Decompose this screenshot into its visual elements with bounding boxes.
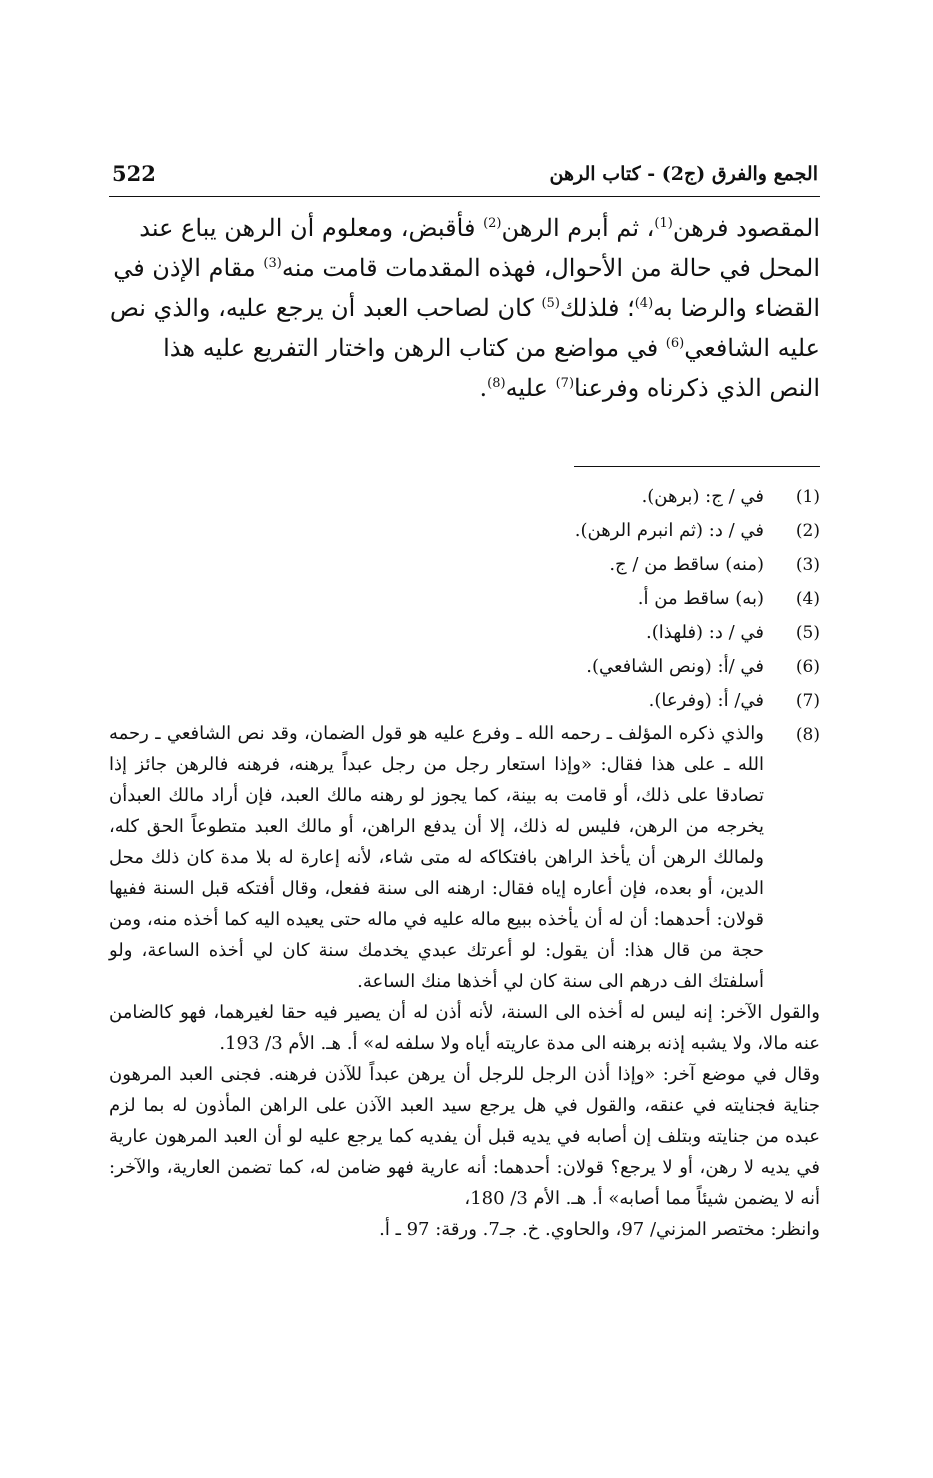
footnote-item xyxy=(109,582,820,616)
page-number: 522 xyxy=(112,161,156,186)
main-text-segment: المقصود فرهن xyxy=(672,214,820,242)
main-text-segment: كان لصاحب العبد أن يرجع عليه، والذي نص عليه الشافعي xyxy=(109,294,820,362)
footnote-marker: (1) xyxy=(654,216,673,231)
footnotes xyxy=(109,480,820,1245)
footnote-marker: (3) xyxy=(263,256,282,271)
footnote-text: (منه) ساقط من / ج. xyxy=(609,554,764,575)
footnote-divider xyxy=(574,466,820,467)
footnote-item xyxy=(109,616,820,650)
footnote-item xyxy=(109,514,820,548)
footnote-marker: (7) xyxy=(555,376,575,391)
footnote-number: (3) xyxy=(795,555,820,575)
footnote-paragraph: وقال في موضع آخر: «وإذا أذن الرجل للرجل أن يرهن عبداً للآذن فرهنه. فجنى العبد المرهون جناية فجنايته في عنقه، والقول في هل يرجع سيد العبد الآذن على الراهن المأذون له بما لزم عبده من جنايته وبتلف إن أصابه في يديه قبل أن يفديه كما يرجع عليه لو أن العبد المرهون عارية في يديه لا رهن، أو لا يرجع؟ قولان: أحدهما: أنه عارية فهو ضامن له، كما تضمن العارية، والآخر: أنه لا يضمن شيئاً مما أصابه» أ. هـ. الأم 3/ 180، xyxy=(109,1064,820,1209)
footnote-number: (5) xyxy=(795,623,820,643)
footnote-text: في / د: (ثم انبرم الرهن). xyxy=(574,520,764,541)
footnote-number: (8) xyxy=(795,725,820,745)
footnote-text-long xyxy=(109,718,776,997)
footnote-text: في / د: (فلهذا). xyxy=(646,622,764,643)
footnote-continuation xyxy=(109,997,820,1245)
footnote-number: (4) xyxy=(795,589,820,609)
footnote-item xyxy=(109,548,820,582)
footnote-paragraph: وانظر: مختصر المزني/ 97، والحاوي. خ. جـ7. ورقة: 97 ـ أ. xyxy=(379,1219,820,1240)
footnote-item xyxy=(109,650,820,684)
main-text-segment: في مواضع من كتاب الرهن واختار التفريع عليه هذا النص الذي ذكرناه وفرعنا xyxy=(163,334,820,402)
main-text-segment: ؛ فلذلك xyxy=(559,294,635,322)
footnote-text: في/ أ: (وفرعا). xyxy=(648,690,764,711)
page-header xyxy=(112,157,818,191)
running-title: الجمع والفرق (ج2) - كتاب الرهن xyxy=(549,163,818,185)
footnote-text: (به) ساقط من أ. xyxy=(637,588,764,609)
header-divider xyxy=(109,196,820,197)
main-text xyxy=(109,208,820,408)
footnote-number: (2) xyxy=(795,521,820,541)
main-text-segment: عليه xyxy=(505,374,556,402)
footnote-marker: (4) xyxy=(634,296,654,311)
footnote-item xyxy=(109,684,820,718)
footnote-number: (1) xyxy=(795,487,820,507)
footnote-number: (6) xyxy=(795,657,820,677)
footnote-marker: (6) xyxy=(665,336,685,351)
footnote-item xyxy=(109,718,820,997)
footnote-text: في /أ: (ونص الشافعي). xyxy=(586,656,764,677)
main-text-segment: مقام الإذن في القضاء والرضا به xyxy=(113,254,820,322)
main-paragraph xyxy=(109,208,820,408)
footnote-marker: (8) xyxy=(487,376,506,391)
footnote-paragraph: والذي ذكره المؤلف ـ رحمه الله ـ وفرع عليه هو قول الضمان، وقد نص الشافعي ـ رحمه الله ـ على هذا فقال: «وإذا استعار رجل من رجل عبداً يرهنه، فرهنه فالرهن جائز إذا تصادقا على ذلك، أو قامت به بينة، كما يجوز لو رهنه مالك العبد، فإن أراد مالك العبدأن يخرجه من الرهن، فليس له ذلك، إلا أن يدفع الراهن، أو مالك العبد متطوعاً الحق كله، ولمالك الرهن أن يأخذ الراهن بافتكاكه له متى شاء، لأنه إعارة له بلا مدة كان ذلك محل الدين، أو بعده، فإن أعاره إياه فقال: ارهنه الى سنة ففعل، وقال أفتكه قبل السنة ففيها قولان: أحدهما: أن له أن يأخذه ببيع ماله عليه في ماله حتى يعيده اليه كما أخذه منه، ومن حجة من قال هذا: أن يقول: لو أعرتك عبدي يخدمك سنة كان لي أخذه الساعة، ولو أسلفتك الف درهم الى سنة كان لي أخذها منك الساعة. xyxy=(109,723,765,992)
footnote-number: (7) xyxy=(795,691,820,711)
footnote-marker: (5) xyxy=(541,296,560,311)
main-text-segment: . xyxy=(479,374,488,402)
footnote-text: في / ج: (برهن). xyxy=(641,486,764,507)
footnote-item xyxy=(109,480,820,514)
main-text-segment: فأقبض، ومعلوم أن الرهن يباع عند المحل في حالة من الأحوال، فهذه المقدمات قامت منه xyxy=(139,214,820,282)
footnote-marker: (2) xyxy=(483,216,502,231)
footnote-paragraph: والقول الآخر: إنه ليس له أخذه الى السنة، لأنه أذن له أن يصير فيه حقا لغيرهما، فهو كالضامن عنه مالا، ولا يشبه إذنه برهنه الى مدة عاريته أياه ولا سلفه له» أ. هـ. الأم 3/ 193. xyxy=(109,1002,820,1054)
main-text-segment: ، ثم أبرم الرهن xyxy=(501,214,655,242)
